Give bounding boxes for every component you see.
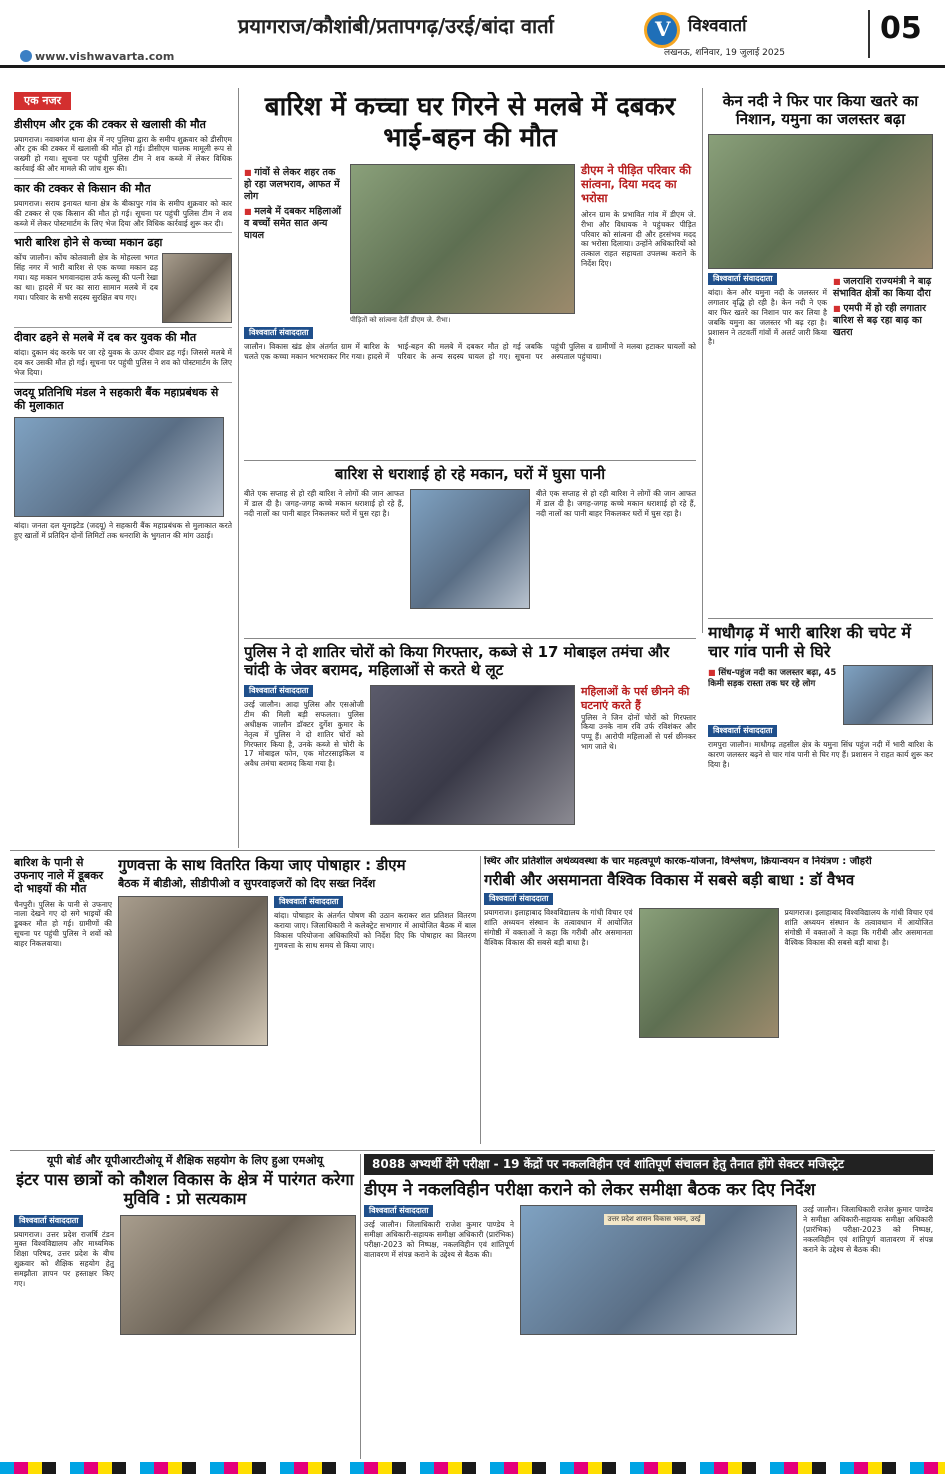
dm-meeting-photo bbox=[118, 896, 268, 1046]
side-headline[interactable]: डीएम ने पीड़ित परिवार की सांत्वना, दिया मदद का भरोसा bbox=[581, 163, 692, 205]
globe-icon bbox=[20, 50, 32, 62]
column-divider bbox=[702, 88, 703, 633]
sub-body-cont: बीते एक सप्ताह से हो रही बारिश ने लोगों की जान आफत में डाल दी है। जगह-जगह कच्चे मकान धराशाई हो रहे हैं, नदी नालों का पानी बाहर निकलकर घरों में घुस रहा है। bbox=[536, 489, 696, 518]
byline: विश्ववार्ता संवाददाता bbox=[708, 273, 777, 285]
right-body: बांदा। केन और यमुना नदी के जलस्तर में लगातार वृद्धि हो रही है। केन नदी ने एक बार फिर खतरे का निशान पार कर लिया है जबकि यमुना का जलस्तर भी बढ़ रहा है। प्रशासन ने तटवर्ती गांवों में अलर्ट जारी किया है। bbox=[708, 288, 827, 347]
nutrition-subheadline: बैठक में बीडीओ, सीडीपीओ व सुपरवाइजरों को दिए सख्त निर्देश bbox=[118, 877, 376, 890]
lead-bullet: ■ मलबे में दबकर महिलाओं व बच्चों समेत सात अन्य घायल bbox=[244, 206, 344, 242]
house-collapse-photo bbox=[162, 253, 232, 323]
police-headline[interactable]: पुलिस ने दो शातिर चोरों को किया गिरफ्तार, कब्जे से 17 मोबाइल तमंचा और चांदी के जेवर बरामद, महिलाओं से करते थे लूट bbox=[244, 643, 670, 679]
mou-story bbox=[14, 1154, 356, 1459]
right-top-story bbox=[708, 92, 933, 612]
drowning-body: चैनपुरी। पुलिस के पानी से उफनाए नाला देखने गए दो सगे भाइयों की डूबकर मौत हो गई। ग्रामीणों की सूचना पर पहुंची पुलिस ने शवों को बाहर निकलवाया। bbox=[14, 899, 112, 949]
meeting-photo bbox=[14, 417, 224, 517]
arrest-photo bbox=[370, 685, 575, 825]
river-photo bbox=[708, 134, 933, 269]
color-registration-strip bbox=[0, 1462, 945, 1474]
site-url[interactable] bbox=[20, 50, 174, 64]
column-divider bbox=[238, 88, 239, 848]
brief-headline[interactable]: दीवार ढहने से मलबे में दब कर युवक की मौत bbox=[14, 327, 232, 345]
brand-logo bbox=[644, 12, 680, 48]
page-number: 05 bbox=[868, 10, 932, 58]
economy-body-cont: प्रयागराज। इलाहाबाद विश्वविद्यालय के गांधी विचार एवं शांति अध्ययन संस्थान के तत्वावधान में आयोजित संगोष्ठी में वक्ताओं ने कहा कि गरीबी और असमानता वैश्विक विकास की सबसे बड़ी बाधा है। bbox=[784, 908, 933, 947]
byline: विश्ववार्ता संवाददाता bbox=[244, 327, 313, 339]
byline: विश्ववार्ता संवाददाता bbox=[708, 725, 777, 737]
sub-headline[interactable]: बारिश से धराशाई हो रहे मकान, घरों में घुसा पानी bbox=[334, 465, 606, 483]
exam-story bbox=[364, 1154, 933, 1459]
nutrition-headline[interactable]: गुणवत्ता के साथ वितरित किया जाए पोषाहार : डीएम bbox=[118, 856, 406, 874]
sub-story bbox=[244, 460, 696, 625]
police-side-headline[interactable]: महिलाओं के पर्स छीनने की घटनाएं करते हैं bbox=[581, 685, 690, 712]
economy-story bbox=[484, 856, 933, 1146]
drowning-story bbox=[14, 856, 112, 1146]
economy-body: प्रयागराज। इलाहाबाद विश्वविद्यालय के गांधी विचार एवं शांति अध्ययन संस्थान के तत्वावधान में आयोजित संगोष्ठी में वक्ताओं ने कहा कि गरीबी और असमानता वैश्विक विकास की सबसे बड़ी बाधा है। bbox=[484, 908, 633, 947]
right-bullet: ■ जलराशि राज्यमंत्री ने बाढ़ संभावित क्षेत्रों का किया दौरा bbox=[833, 276, 933, 300]
site-url-text: www.vishwavarta.com bbox=[35, 50, 175, 63]
brief-text: बांदा। जनता दल यूनाइटेड (जदयू) ने सहकारी बैंक महाप्रबंधक से मुलाकात करते हुए खातों में प्रतिदिन दोनों लिमिटों तक धनराशि के भुगतान की मांग उठाई। bbox=[14, 521, 232, 541]
exam-headline[interactable]: डीएम ने नकलविहीन परीक्षा कराने को लेकर समीक्षा बैठक कर दिए निर्देश bbox=[364, 1180, 816, 1200]
section-divider bbox=[10, 1150, 935, 1151]
madhogarh-headline[interactable]: माधौगढ़ में भारी बारिश की चपेट में चार गांव पानी से घिरे bbox=[708, 623, 911, 662]
byline: विश्ववार्ता संवाददाता bbox=[274, 896, 343, 908]
lead-photo bbox=[350, 164, 575, 314]
left-column bbox=[14, 92, 232, 845]
madhogarh-body: रामपुरा जालौन। माधौगढ़ तहसील क्षेत्र के यमुना सिंध पहुंज नदी में भारी बारिश के कारण जलस्तर बढ़ने से चार गांव पानी से घिर गए हैं। प्रशासन ने राहत कार्य शुरू कर दिया है। bbox=[708, 740, 933, 770]
police-side-text: पुलिस ने जिन दोनों चोरों को गिरफ्तार किया उनके नाम रवि उर्फ रविशंकर और पप्पू हैं। आरोपी महिलाओं से पर्स छीनकर भाग जाते थे। bbox=[581, 712, 696, 752]
brief-text: प्रयागराज। सराय इनायत थाना क्षेत्र के बीकापुर गांव के समीप शुक्रवार को कार की टक्कर से एक किसान की मौत हो गई। सूचना पर पहुंची पुलिस टीम ने शव कब्जे में लेकर पोस्टमार्टम के लिए भेज दिया और विधिक कार्रवाई शुरू कर दी। bbox=[14, 198, 232, 228]
mou-kicker: यूपी बोर्ड और यूपीआरटीओयू में शैक्षिक सहयोग के लिए हुआ एमओयू bbox=[47, 1154, 323, 1167]
brief-headline[interactable]: भारी बारिश होने से कच्चा मकान ढहा bbox=[14, 232, 232, 250]
right-headline[interactable]: केन नदी ने फिर पार किया खतरे का निशान, यमुना का जलस्तर बढ़ा bbox=[722, 92, 919, 128]
byline: विश्ववार्ता संवाददाता bbox=[484, 893, 553, 905]
flood-photo bbox=[410, 489, 530, 609]
side-text: ओरन ग्राम के प्रभावित गांव में डीएम जे. रीभा और विधायक ने पहुंचकर पीड़ित परिवार को सांत्वना दी और हरसंभव मदद का भरोसा दिलाया। उन्होंने अधिकारियों को तत्काल राहत सहायता उपलब्ध कराने के निर्देश दिए। bbox=[581, 209, 696, 269]
mou-body: प्रयागराज। उत्तर प्रदेश राजर्षि टंडन मुक्त विश्वविद्यालय और माध्यमिक शिक्षा परिषद, उत्तर प्रदेश के बीच शुक्रवार को शैक्षिक सहयोग हेतु समझौता ज्ञापन पर हस्ताक्षर किए गए। bbox=[14, 1229, 114, 1289]
column-divider bbox=[360, 1154, 361, 1459]
exam-body-cont: उरई जालौन। जिलाधिकारी राजेश कुमार पाण्डेय ने समीक्षा अधिकारी-सहायक समीक्षा अधिकारी (प्रारंभिक) परीक्षा-2023 को निष्पक्ष, नकलविहीन एवं शांतिपूर्ण वातावरण में संपन्न कराने के उद्देश्य से बैठक की। bbox=[803, 1205, 933, 1254]
edition-title: प्रयागराज/कौशांबी/प्रतापगढ़/उरई/बांदा वार्ता bbox=[238, 14, 554, 38]
waterlogged-photo bbox=[843, 665, 933, 725]
exam-meeting-photo bbox=[520, 1205, 797, 1335]
section-divider bbox=[10, 850, 935, 851]
economy-kicker: स्थिर और प्रतिशील अर्थव्यवस्था के चार महत्वपूर्ण कारक-योजना, विश्लेषण, क्रियान्वयन व नियंत्रण : जौहरी bbox=[484, 856, 872, 867]
brief-headline[interactable]: डीसीएम और ट्रक की टक्कर से खलासी की मौत bbox=[14, 117, 206, 131]
lead-body: जालौन। विकास खंड क्षेत्र अंतर्गत ग्राम में बारिश के चलते एक कच्चा मकान भरभराकर गिर गया। हादसे में भाई-बहन की मलबे में दबकर मौत हो गई जबकि परिवार के अन्य सदस्य घायल हो गए। सूचना पर पहुंची पुलिस व ग्रामीणों ने मलबा हटाकर घायलों को अस्पताल पहुंचाया। bbox=[244, 342, 696, 362]
section-tag: एक नजर bbox=[14, 92, 71, 110]
brief-text: कोंच जालौन। कोंच कोतवाली क्षेत्र के मोहल्ला भगत सिंह नगर में भारी बारिश से एक कच्चा मकान ढह गया। यह मकान भगवानदास उर्फ कल्लू की पत्नी रेखा का था। हादसे में घर का सारा सामान मलबे में दब गया। परिवार के सभी सदस्य सुरक्षित बच गए। bbox=[14, 253, 158, 302]
mou-headline[interactable]: इंटर पास छात्रों को कौशल विकास के क्षेत्र में पारंगत करेगा मुविवि : प्रो सत्यकाम bbox=[16, 1170, 354, 1209]
brief-text: बांदा। दुकान बंद करके घर जा रहे युवक के ऊपर दीवार ढह गई। जिससे मलबे में दब कर उसकी मौत हो गई। सूचना पर पहुंची पुलिस ने शव को पोस्टमार्टम के लिए भेज दिया। bbox=[14, 347, 232, 377]
byline: विश्ववार्ता संवाददाता bbox=[244, 685, 313, 697]
dateline: लखनऊ, शनिवार, 19 जुलाई 2025 bbox=[664, 48, 786, 58]
mou-signing-photo bbox=[120, 1215, 356, 1335]
exam-kicker: 8088 अभ्यर्थी देंगे परीक्षा - 19 केंद्रों पर नकलविहीन एवं शांतिपूर्ण संचालन हेतु तैनात होंगे सेक्टर मजिस्ट्रेट bbox=[364, 1154, 933, 1175]
brief-headline[interactable]: कार की टक्कर से किसान की मौत bbox=[14, 178, 232, 196]
photo-caption: पीड़ितों को सांत्वना देतीं डीएम जे. रीभा। bbox=[350, 316, 451, 325]
byline: विश्ववार्ता संवाददाता bbox=[364, 1205, 433, 1217]
madhogarh-story bbox=[708, 618, 933, 846]
brief-text: प्रयागराज। नवाबगंज थाना क्षेत्र में नए पुलिया द्वारा के समीप शुक्रवार को डीसीएम और ट्रक की टक्कर में खलासी की मौत हो गई। डीसीएम चालक मामूली रूप से जख्मी हो गया। सूचना पर पहुंची पुलिस टीम ने शव कब्जे में लेकर विधिक कार्रवाई की और मामले की जांच शुरू की। bbox=[14, 134, 232, 174]
byline: विश्ववार्ता संवाददाता bbox=[14, 1215, 83, 1227]
brand-name: विश्ववार्ता bbox=[688, 16, 747, 36]
right-bullet: ■ एमपी में हो रही लगातार बारिश से बढ़ रहा बाढ़ का खतरा bbox=[833, 303, 933, 339]
seminar-photo bbox=[639, 908, 779, 1038]
brief-headline[interactable]: जदयू प्रतिनिधि मंडल ने सहकारी बैंक महाप्रबंधक से की मुलाकात bbox=[14, 382, 232, 414]
sub-body: बीते एक सप्ताह से हो रही बारिश ने लोगों की जान आफत में डाल दी है। जगह-जगह कच्चे मकान धराशाई हो रहे हैं, नदी नालों का पानी बाहर निकलकर घरों में घुस रहा है। bbox=[244, 489, 404, 518]
police-story bbox=[244, 638, 696, 846]
column-divider bbox=[480, 856, 481, 1144]
drowning-headline[interactable]: बारिश के पानी से उफनाए नाले में डूबकर दो भाइयों की मौत bbox=[14, 856, 104, 896]
exam-body: उरई जालौन। जिलाधिकारी राजेश कुमार पाण्डेय ने समीक्षा अधिकारी-सहायक समीक्षा अधिकारी (प्रारंभिक) परीक्षा-2023 को निष्पक्ष, नकलविहीन एवं शांतिपूर्ण वातावरण में संपन्न कराने के उद्देश्य से बैठक की। bbox=[364, 1220, 514, 1260]
nutrition-body: बांदा। पोषाहार के अंतर्गत पोषण की उठान कराकर शत प्रतिशत वितरण कराया जाए। जिलाधिकारी ने कलेक्ट्रेट सभागार में आयोजित बैठक में बाल विकास परियोजना अधिकारियों को निर्देश दिए कि पोषाहार का वितरण गुणवत्ता के साथ समय से किया जाए। bbox=[274, 911, 476, 950]
police-body: उरई जालौन। आदा पुलिस और एसओजी टीम की मिली बड़ी सफलता। पुलिस अधीक्षक जालौन डॉक्टर दुर्गेश कुमार के नेतृत्व में पुलिस ने दो शातिर चोरों को गिरफ्तार किया है, उनके कब्जे से चोरी के 17 मोबाइल फोन, एक मोटरसाइकिल व अवैध तमंचा बरामद किया गया है। bbox=[244, 700, 364, 769]
photo-banner-text: उत्तर प्रदेश शासन विकास भवन, उरई bbox=[604, 1214, 705, 1225]
madhogarh-bullet: ■ सिंध-पहुंज नदी का जलस्तर बढ़ा, 45 किमी सड़क रास्ता तक घर रहे लोग bbox=[708, 668, 839, 722]
nutrition-story bbox=[118, 856, 476, 1146]
masthead bbox=[0, 0, 945, 68]
economy-headline[interactable]: गरीबी और असमानता वैश्विक विकास में सबसे बड़ी बाधा : डॉ वैभव bbox=[484, 871, 855, 889]
lead-bullet: ■ गांवों से लेकर शहर तक हो रहा जलभराव, आफत में लोग bbox=[244, 167, 344, 203]
lead-headline[interactable]: बारिश में कच्चा घर गिरने से मलबे में दबकर भाई-बहन की मौत bbox=[264, 92, 676, 154]
